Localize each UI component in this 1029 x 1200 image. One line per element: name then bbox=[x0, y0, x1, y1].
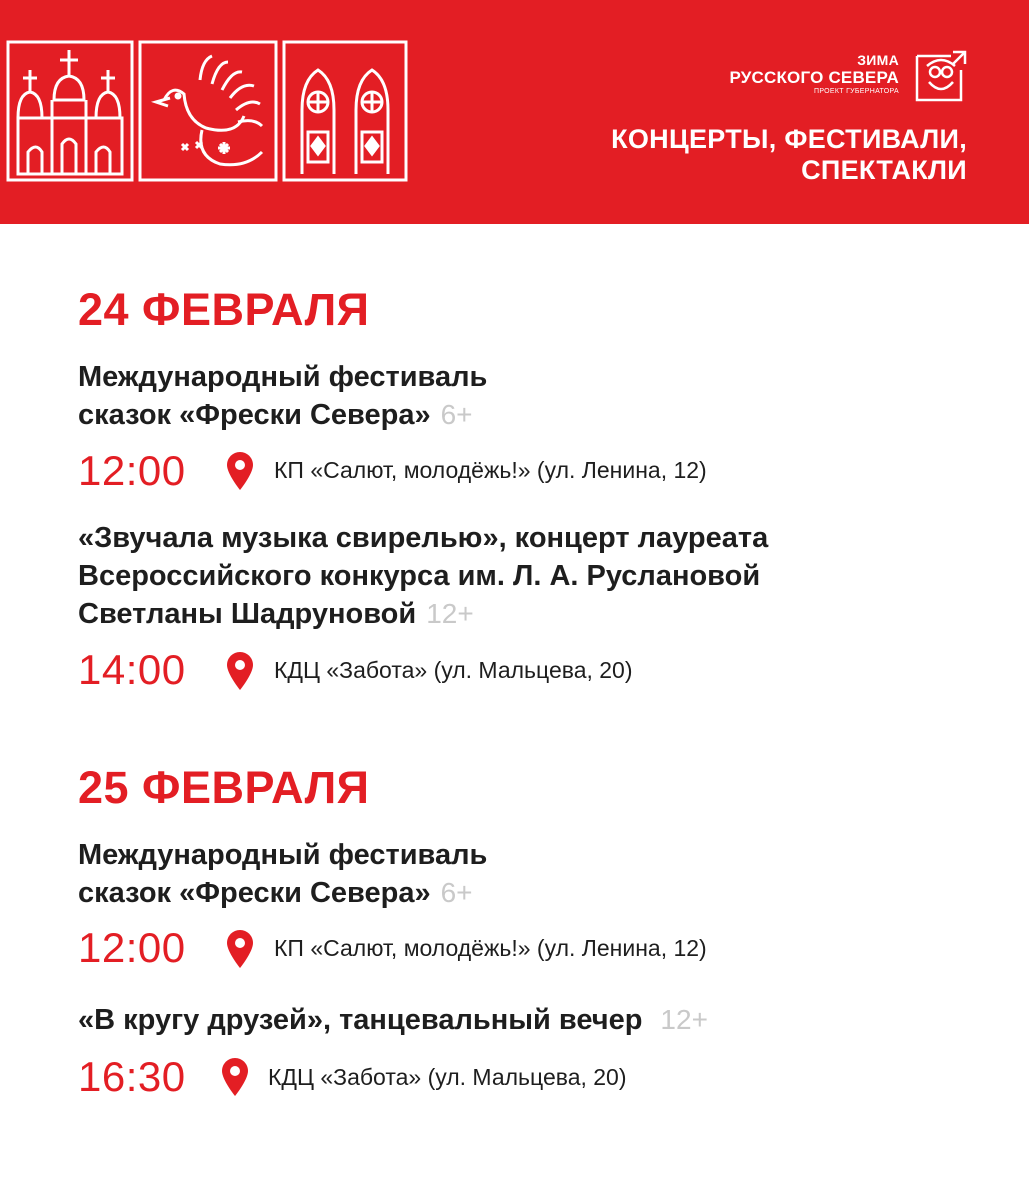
date-heading: 24 ФЕВРАЛЯ bbox=[78, 284, 370, 335]
event-time: 16:30 bbox=[78, 1053, 186, 1100]
event-place: КП «Салют, молодёжь!» (ул. Ленина, 12) bbox=[274, 457, 707, 483]
age-rating: 12+ bbox=[426, 598, 474, 629]
event-time: 14:00 bbox=[78, 646, 186, 693]
map-pin-icon bbox=[222, 1058, 248, 1096]
event-place: КДЦ «Забота» (ул. Мальцева, 20) bbox=[268, 1064, 627, 1090]
event-time: 12:00 bbox=[78, 447, 186, 494]
date-heading: 25 ФЕВРАЛЯ bbox=[78, 762, 370, 813]
age-rating: 6+ bbox=[440, 399, 473, 430]
event-title-line: Международный фестиваль bbox=[78, 361, 488, 393]
event-title-line: сказок «Фрески Севера» bbox=[78, 399, 431, 431]
event-title-line: Всероссийского конкурса им. Л. А. Руслановой bbox=[78, 560, 761, 592]
brand-line1: ЗИМА bbox=[857, 52, 899, 68]
event-title-line: Светланы Шадруновой bbox=[78, 598, 417, 630]
header-banner bbox=[0, 0, 1029, 224]
event-title-line: Международный фестиваль bbox=[78, 839, 488, 871]
event-title-line: «Звучала музыка свирелью», концерт лауреата bbox=[78, 522, 769, 554]
brand-line2: РУССКОГО СЕВЕРА bbox=[729, 68, 899, 87]
event-title-line: «В кругу друзей», танцевальный вечер bbox=[78, 1004, 643, 1036]
map-pin-icon bbox=[227, 930, 253, 968]
map-pin-icon bbox=[227, 652, 253, 690]
age-rating: 12+ bbox=[660, 1004, 708, 1035]
brand-subtitle: ПРОЕКТ ГУБЕРНАТОРА bbox=[814, 88, 899, 95]
event-title bbox=[78, 519, 958, 633]
event-title bbox=[78, 358, 958, 434]
header-title bbox=[507, 124, 967, 186]
event-title bbox=[78, 836, 958, 912]
brand-block bbox=[699, 48, 969, 104]
header-title-line1: КОНЦЕРТЫ, ФЕСТИВАЛИ, bbox=[611, 124, 967, 154]
event-time: 12:00 bbox=[78, 924, 186, 971]
event-place: КДЦ «Забота» (ул. Мальцева, 20) bbox=[274, 657, 633, 683]
ornament-icon bbox=[6, 40, 408, 182]
age-rating: 6+ bbox=[440, 877, 473, 908]
event-title bbox=[78, 1001, 958, 1039]
event-title-line: сказок «Фрески Севера» bbox=[78, 877, 431, 909]
map-pin-icon bbox=[227, 452, 253, 490]
event-place: КП «Салют, молодёжь!» (ул. Ленина, 12) bbox=[274, 935, 707, 961]
governor-logo-icon bbox=[913, 48, 969, 104]
header-title-line2: СПЕКТАКЛИ bbox=[801, 155, 967, 185]
